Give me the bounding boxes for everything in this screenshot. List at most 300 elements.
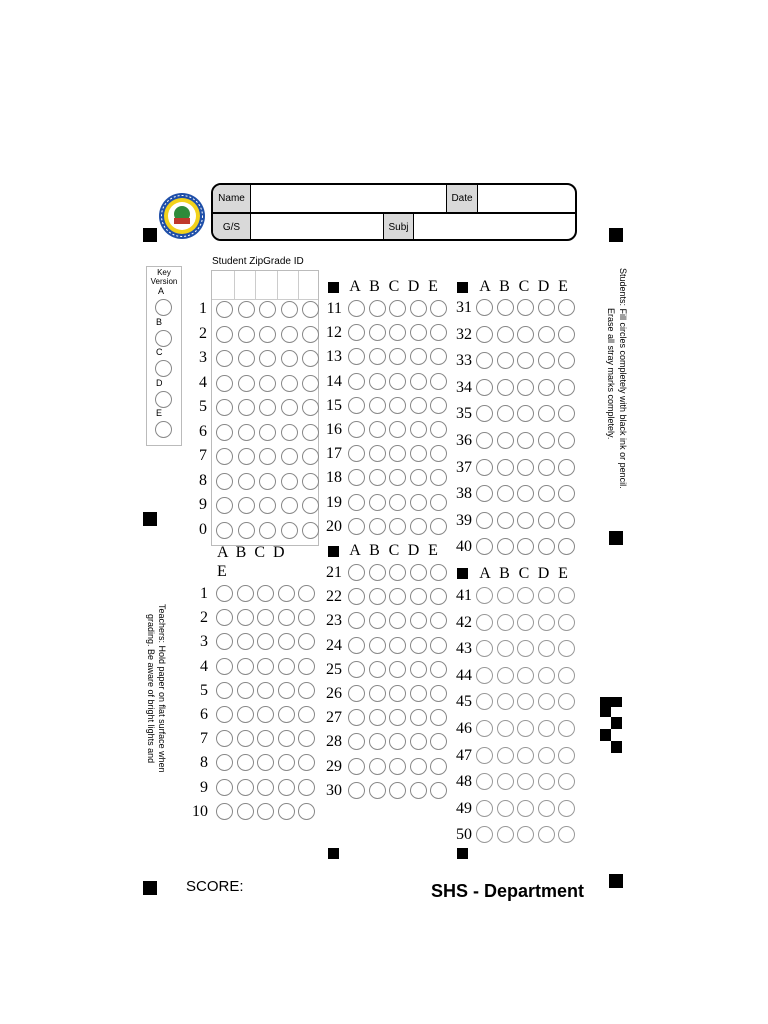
answer-bubble[interactable] <box>476 667 493 684</box>
answer-bubble[interactable] <box>558 587 575 604</box>
answer-bubble[interactable] <box>517 587 534 604</box>
answer-bubble[interactable] <box>430 564 447 581</box>
answer-bubble[interactable] <box>216 779 233 796</box>
zipgrade-bubble[interactable] <box>216 375 233 392</box>
key-version-bubble[interactable] <box>155 421 172 438</box>
answer-bubble[interactable] <box>497 720 514 737</box>
answer-bubble[interactable] <box>517 773 534 790</box>
answer-bubble[interactable] <box>497 826 514 843</box>
answer-bubble[interactable] <box>389 709 406 726</box>
key-version-bubble[interactable] <box>155 330 172 347</box>
answer-bubble[interactable] <box>257 633 274 650</box>
answer-bubble[interactable] <box>497 512 514 529</box>
answer-bubble[interactable] <box>389 637 406 654</box>
answer-bubble[interactable] <box>410 661 427 678</box>
answer-bubble[interactable] <box>497 432 514 449</box>
answer-bubble[interactable] <box>410 709 427 726</box>
answer-bubble[interactable] <box>517 720 534 737</box>
zipgrade-bubble[interactable] <box>216 424 233 441</box>
answer-bubble[interactable] <box>538 326 555 343</box>
answer-bubble[interactable] <box>369 397 386 414</box>
answer-bubble[interactable] <box>237 706 254 723</box>
answer-bubble[interactable] <box>558 405 575 422</box>
answer-bubble[interactable] <box>369 518 386 535</box>
answer-bubble[interactable] <box>348 733 365 750</box>
zipgrade-bubble[interactable] <box>281 448 298 465</box>
answer-bubble[interactable] <box>538 693 555 710</box>
answer-bubble[interactable] <box>517 485 534 502</box>
zipgrade-bubble[interactable] <box>216 399 233 416</box>
answer-bubble[interactable] <box>389 685 406 702</box>
answer-bubble[interactable] <box>389 612 406 629</box>
answer-bubble[interactable] <box>558 538 575 555</box>
answer-bubble[interactable] <box>216 585 233 602</box>
answer-bubble[interactable] <box>430 469 447 486</box>
answer-bubble[interactable] <box>538 352 555 369</box>
answer-bubble[interactable] <box>389 324 406 341</box>
answer-bubble[interactable] <box>538 459 555 476</box>
answer-bubble[interactable] <box>476 405 493 422</box>
answer-bubble[interactable] <box>497 538 514 555</box>
answer-bubble[interactable] <box>237 682 254 699</box>
answer-bubble[interactable] <box>538 614 555 631</box>
answer-bubble[interactable] <box>348 588 365 605</box>
zipgrade-bubble[interactable] <box>238 473 255 490</box>
answer-bubble[interactable] <box>476 614 493 631</box>
answer-bubble[interactable] <box>257 706 274 723</box>
answer-bubble[interactable] <box>430 588 447 605</box>
answer-bubble[interactable] <box>348 518 365 535</box>
answer-bubble[interactable] <box>476 512 493 529</box>
answer-bubble[interactable] <box>476 459 493 476</box>
answer-bubble[interactable] <box>538 640 555 657</box>
answer-bubble[interactable] <box>348 661 365 678</box>
answer-bubble[interactable] <box>430 637 447 654</box>
answer-bubble[interactable] <box>558 693 575 710</box>
answer-bubble[interactable] <box>476 826 493 843</box>
answer-bubble[interactable] <box>369 612 386 629</box>
answer-bubble[interactable] <box>237 754 254 771</box>
key-version-bubble[interactable] <box>155 299 172 316</box>
answer-bubble[interactable] <box>278 754 295 771</box>
answer-bubble[interactable] <box>430 421 447 438</box>
zipgrade-bubble[interactable] <box>302 473 319 490</box>
answer-bubble[interactable] <box>497 459 514 476</box>
answer-bubble[interactable] <box>298 706 315 723</box>
answer-bubble[interactable] <box>348 373 365 390</box>
answer-bubble[interactable] <box>538 747 555 764</box>
answer-bubble[interactable] <box>389 518 406 535</box>
answer-bubble[interactable] <box>369 324 386 341</box>
answer-bubble[interactable] <box>430 758 447 775</box>
answer-bubble[interactable] <box>558 432 575 449</box>
answer-bubble[interactable] <box>517 379 534 396</box>
answer-bubble[interactable] <box>430 709 447 726</box>
answer-bubble[interactable] <box>430 782 447 799</box>
subj-field[interactable] <box>414 214 577 241</box>
answer-bubble[interactable] <box>497 747 514 764</box>
answer-bubble[interactable] <box>476 299 493 316</box>
answer-bubble[interactable] <box>430 494 447 511</box>
answer-bubble[interactable] <box>476 379 493 396</box>
answer-bubble[interactable] <box>497 693 514 710</box>
key-version-bubble[interactable] <box>155 391 172 408</box>
answer-bubble[interactable] <box>216 633 233 650</box>
answer-bubble[interactable] <box>497 800 514 817</box>
answer-bubble[interactable] <box>278 585 295 602</box>
answer-bubble[interactable] <box>476 693 493 710</box>
zipgrade-bubble[interactable] <box>259 448 276 465</box>
answer-bubble[interactable] <box>298 609 315 626</box>
zipgrade-bubble[interactable] <box>259 473 276 490</box>
answer-bubble[interactable] <box>558 352 575 369</box>
answer-bubble[interactable] <box>476 800 493 817</box>
zipgrade-bubble[interactable] <box>238 301 255 318</box>
answer-bubble[interactable] <box>298 730 315 747</box>
answer-bubble[interactable] <box>369 348 386 365</box>
zipgrade-bubble[interactable] <box>238 350 255 367</box>
answer-bubble[interactable] <box>558 826 575 843</box>
answer-bubble[interactable] <box>348 637 365 654</box>
key-version-bubble[interactable] <box>155 360 172 377</box>
answer-bubble[interactable] <box>476 326 493 343</box>
zipgrade-bubble[interactable] <box>216 522 233 539</box>
answer-bubble[interactable] <box>389 733 406 750</box>
answer-bubble[interactable] <box>517 747 534 764</box>
zipgrade-bubble[interactable] <box>281 350 298 367</box>
answer-bubble[interactable] <box>410 469 427 486</box>
answer-bubble[interactable] <box>538 379 555 396</box>
answer-bubble[interactable] <box>257 803 274 820</box>
answer-bubble[interactable] <box>369 782 386 799</box>
answer-bubble[interactable] <box>430 445 447 462</box>
zipgrade-bubble[interactable] <box>259 326 276 343</box>
answer-bubble[interactable] <box>497 640 514 657</box>
answer-bubble[interactable] <box>538 587 555 604</box>
answer-bubble[interactable] <box>430 324 447 341</box>
answer-bubble[interactable] <box>517 299 534 316</box>
zipgrade-bubble[interactable] <box>281 424 298 441</box>
answer-bubble[interactable] <box>558 747 575 764</box>
answer-bubble[interactable] <box>517 459 534 476</box>
answer-bubble[interactable] <box>538 432 555 449</box>
answer-bubble[interactable] <box>410 637 427 654</box>
answer-bubble[interactable] <box>348 782 365 799</box>
answer-bubble[interactable] <box>497 405 514 422</box>
answer-bubble[interactable] <box>538 826 555 843</box>
answer-bubble[interactable] <box>369 421 386 438</box>
answer-bubble[interactable] <box>497 587 514 604</box>
answer-bubble[interactable] <box>369 494 386 511</box>
answer-bubble[interactable] <box>410 324 427 341</box>
answer-bubble[interactable] <box>369 445 386 462</box>
answer-bubble[interactable] <box>538 667 555 684</box>
answer-bubble[interactable] <box>538 720 555 737</box>
zipgrade-bubble[interactable] <box>259 497 276 514</box>
answer-bubble[interactable] <box>410 300 427 317</box>
answer-bubble[interactable] <box>517 640 534 657</box>
answer-bubble[interactable] <box>476 538 493 555</box>
answer-bubble[interactable] <box>538 405 555 422</box>
answer-bubble[interactable] <box>348 348 365 365</box>
answer-bubble[interactable] <box>517 326 534 343</box>
answer-bubble[interactable] <box>410 445 427 462</box>
answer-bubble[interactable] <box>298 754 315 771</box>
zipgrade-bubble[interactable] <box>238 448 255 465</box>
date-field[interactable] <box>478 185 577 212</box>
answer-bubble[interactable] <box>348 564 365 581</box>
answer-bubble[interactable] <box>538 512 555 529</box>
answer-bubble[interactable] <box>517 512 534 529</box>
answer-bubble[interactable] <box>257 585 274 602</box>
answer-bubble[interactable] <box>497 773 514 790</box>
answer-bubble[interactable] <box>430 348 447 365</box>
answer-bubble[interactable] <box>410 564 427 581</box>
zipgrade-bubble[interactable] <box>281 399 298 416</box>
answer-bubble[interactable] <box>298 585 315 602</box>
answer-bubble[interactable] <box>278 706 295 723</box>
answer-bubble[interactable] <box>278 730 295 747</box>
zipgrade-bubble[interactable] <box>302 375 319 392</box>
answer-bubble[interactable] <box>278 682 295 699</box>
answer-bubble[interactable] <box>558 459 575 476</box>
answer-bubble[interactable] <box>216 682 233 699</box>
answer-bubble[interactable] <box>517 800 534 817</box>
answer-bubble[interactable] <box>538 299 555 316</box>
zipgrade-bubble[interactable] <box>238 497 255 514</box>
answer-bubble[interactable] <box>348 758 365 775</box>
answer-bubble[interactable] <box>517 432 534 449</box>
answer-bubble[interactable] <box>558 485 575 502</box>
answer-bubble[interactable] <box>216 706 233 723</box>
answer-bubble[interactable] <box>298 779 315 796</box>
answer-bubble[interactable] <box>278 609 295 626</box>
answer-bubble[interactable] <box>369 685 386 702</box>
zipgrade-bubble[interactable] <box>281 497 298 514</box>
answer-bubble[interactable] <box>558 299 575 316</box>
answer-bubble[interactable] <box>237 658 254 675</box>
answer-bubble[interactable] <box>348 300 365 317</box>
answer-bubble[interactable] <box>430 661 447 678</box>
answer-bubble[interactable] <box>348 324 365 341</box>
answer-bubble[interactable] <box>389 469 406 486</box>
zipgrade-bubble[interactable] <box>302 448 319 465</box>
answer-bubble[interactable] <box>430 397 447 414</box>
answer-bubble[interactable] <box>369 300 386 317</box>
answer-bubble[interactable] <box>430 733 447 750</box>
answer-bubble[interactable] <box>558 614 575 631</box>
answer-bubble[interactable] <box>237 585 254 602</box>
answer-bubble[interactable] <box>497 299 514 316</box>
answer-bubble[interactable] <box>538 773 555 790</box>
answer-bubble[interactable] <box>237 779 254 796</box>
answer-bubble[interactable] <box>497 379 514 396</box>
answer-bubble[interactable] <box>257 779 274 796</box>
answer-bubble[interactable] <box>257 682 274 699</box>
answer-bubble[interactable] <box>257 730 274 747</box>
answer-bubble[interactable] <box>558 379 575 396</box>
zipgrade-bubble[interactable] <box>281 375 298 392</box>
answer-bubble[interactable] <box>497 485 514 502</box>
answer-bubble[interactable] <box>216 658 233 675</box>
answer-bubble[interactable] <box>558 667 575 684</box>
answer-bubble[interactable] <box>410 518 427 535</box>
zipgrade-bubble[interactable] <box>216 497 233 514</box>
zipgrade-bubble[interactable] <box>302 522 319 539</box>
zipgrade-bubble[interactable] <box>281 473 298 490</box>
answer-bubble[interactable] <box>348 494 365 511</box>
answer-bubble[interactable] <box>389 373 406 390</box>
answer-bubble[interactable] <box>369 469 386 486</box>
answer-bubble[interactable] <box>298 682 315 699</box>
answer-bubble[interactable] <box>476 485 493 502</box>
answer-bubble[interactable] <box>348 445 365 462</box>
answer-bubble[interactable] <box>369 709 386 726</box>
zipgrade-bubble[interactable] <box>302 350 319 367</box>
answer-bubble[interactable] <box>410 494 427 511</box>
answer-bubble[interactable] <box>389 494 406 511</box>
answer-bubble[interactable] <box>517 693 534 710</box>
answer-bubble[interactable] <box>369 733 386 750</box>
answer-bubble[interactable] <box>558 640 575 657</box>
answer-bubble[interactable] <box>476 747 493 764</box>
zipgrade-bubble[interactable] <box>216 326 233 343</box>
answer-bubble[interactable] <box>476 352 493 369</box>
answer-bubble[interactable] <box>430 518 447 535</box>
zipgrade-bubble[interactable] <box>238 326 255 343</box>
zipgrade-bubble[interactable] <box>259 301 276 318</box>
answer-bubble[interactable] <box>237 803 254 820</box>
zipgrade-bubble[interactable] <box>259 522 276 539</box>
zipgrade-bubble[interactable] <box>259 375 276 392</box>
name-field[interactable] <box>251 185 444 212</box>
answer-bubble[interactable] <box>257 609 274 626</box>
answer-bubble[interactable] <box>278 779 295 796</box>
zipgrade-bubble[interactable] <box>302 497 319 514</box>
answer-bubble[interactable] <box>430 612 447 629</box>
answer-bubble[interactable] <box>517 614 534 631</box>
answer-bubble[interactable] <box>298 633 315 650</box>
zipgrade-bubble[interactable] <box>259 424 276 441</box>
zipgrade-bubble[interactable] <box>302 424 319 441</box>
zipgrade-bubble[interactable] <box>238 522 255 539</box>
answer-bubble[interactable] <box>348 709 365 726</box>
answer-bubble[interactable] <box>389 348 406 365</box>
answer-bubble[interactable] <box>410 782 427 799</box>
answer-bubble[interactable] <box>497 326 514 343</box>
answer-bubble[interactable] <box>348 685 365 702</box>
zipgrade-bubble[interactable] <box>216 448 233 465</box>
zipgrade-bubble[interactable] <box>302 399 319 416</box>
answer-bubble[interactable] <box>430 685 447 702</box>
answer-bubble[interactable] <box>369 637 386 654</box>
answer-bubble[interactable] <box>298 803 315 820</box>
answer-bubble[interactable] <box>517 352 534 369</box>
answer-bubble[interactable] <box>216 730 233 747</box>
answer-bubble[interactable] <box>216 609 233 626</box>
answer-bubble[interactable] <box>237 633 254 650</box>
answer-bubble[interactable] <box>410 733 427 750</box>
answer-bubble[interactable] <box>476 432 493 449</box>
answer-bubble[interactable] <box>278 803 295 820</box>
answer-bubble[interactable] <box>389 588 406 605</box>
answer-bubble[interactable] <box>558 326 575 343</box>
answer-bubble[interactable] <box>369 661 386 678</box>
answer-bubble[interactable] <box>410 421 427 438</box>
answer-bubble[interactable] <box>517 667 534 684</box>
answer-bubble[interactable] <box>348 421 365 438</box>
answer-bubble[interactable] <box>410 348 427 365</box>
answer-bubble[interactable] <box>389 661 406 678</box>
answer-bubble[interactable] <box>410 758 427 775</box>
answer-bubble[interactable] <box>257 658 274 675</box>
answer-bubble[interactable] <box>538 485 555 502</box>
zipgrade-bubble[interactable] <box>281 301 298 318</box>
zipgrade-bubble[interactable] <box>216 301 233 318</box>
answer-bubble[interactable] <box>410 397 427 414</box>
answer-bubble[interactable] <box>558 773 575 790</box>
answer-bubble[interactable] <box>497 667 514 684</box>
answer-bubble[interactable] <box>348 612 365 629</box>
answer-bubble[interactable] <box>389 782 406 799</box>
answer-bubble[interactable] <box>369 373 386 390</box>
answer-bubble[interactable] <box>389 300 406 317</box>
answer-bubble[interactable] <box>558 512 575 529</box>
answer-bubble[interactable] <box>476 640 493 657</box>
answer-bubble[interactable] <box>298 658 315 675</box>
answer-bubble[interactable] <box>517 405 534 422</box>
answer-bubble[interactable] <box>558 720 575 737</box>
answer-bubble[interactable] <box>389 397 406 414</box>
zipgrade-bubble[interactable] <box>216 473 233 490</box>
zipgrade-bubble[interactable] <box>238 424 255 441</box>
answer-bubble[interactable] <box>497 352 514 369</box>
zipgrade-bubble[interactable] <box>302 301 319 318</box>
answer-bubble[interactable] <box>216 754 233 771</box>
gs-field[interactable] <box>251 214 382 241</box>
answer-bubble[interactable] <box>278 658 295 675</box>
answer-bubble[interactable] <box>410 685 427 702</box>
answer-bubble[interactable] <box>216 803 233 820</box>
answer-bubble[interactable] <box>497 614 514 631</box>
answer-bubble[interactable] <box>348 469 365 486</box>
zipgrade-bubble[interactable] <box>281 326 298 343</box>
answer-bubble[interactable] <box>410 588 427 605</box>
zipgrade-bubble[interactable] <box>216 350 233 367</box>
answer-bubble[interactable] <box>389 758 406 775</box>
answer-bubble[interactable] <box>369 564 386 581</box>
answer-bubble[interactable] <box>257 754 274 771</box>
zipgrade-bubble[interactable] <box>259 399 276 416</box>
answer-bubble[interactable] <box>517 826 534 843</box>
answer-bubble[interactable] <box>476 720 493 737</box>
answer-bubble[interactable] <box>369 758 386 775</box>
zipgrade-bubble[interactable] <box>259 350 276 367</box>
answer-bubble[interactable] <box>389 421 406 438</box>
answer-bubble[interactable] <box>558 800 575 817</box>
answer-bubble[interactable] <box>410 612 427 629</box>
answer-bubble[interactable] <box>237 730 254 747</box>
answer-bubble[interactable] <box>410 373 427 390</box>
answer-bubble[interactable] <box>369 588 386 605</box>
answer-bubble[interactable] <box>389 445 406 462</box>
answer-bubble[interactable] <box>278 633 295 650</box>
answer-bubble[interactable] <box>517 538 534 555</box>
answer-bubble[interactable] <box>476 587 493 604</box>
zipgrade-bubble[interactable] <box>302 326 319 343</box>
answer-bubble[interactable] <box>237 609 254 626</box>
answer-bubble[interactable] <box>538 800 555 817</box>
